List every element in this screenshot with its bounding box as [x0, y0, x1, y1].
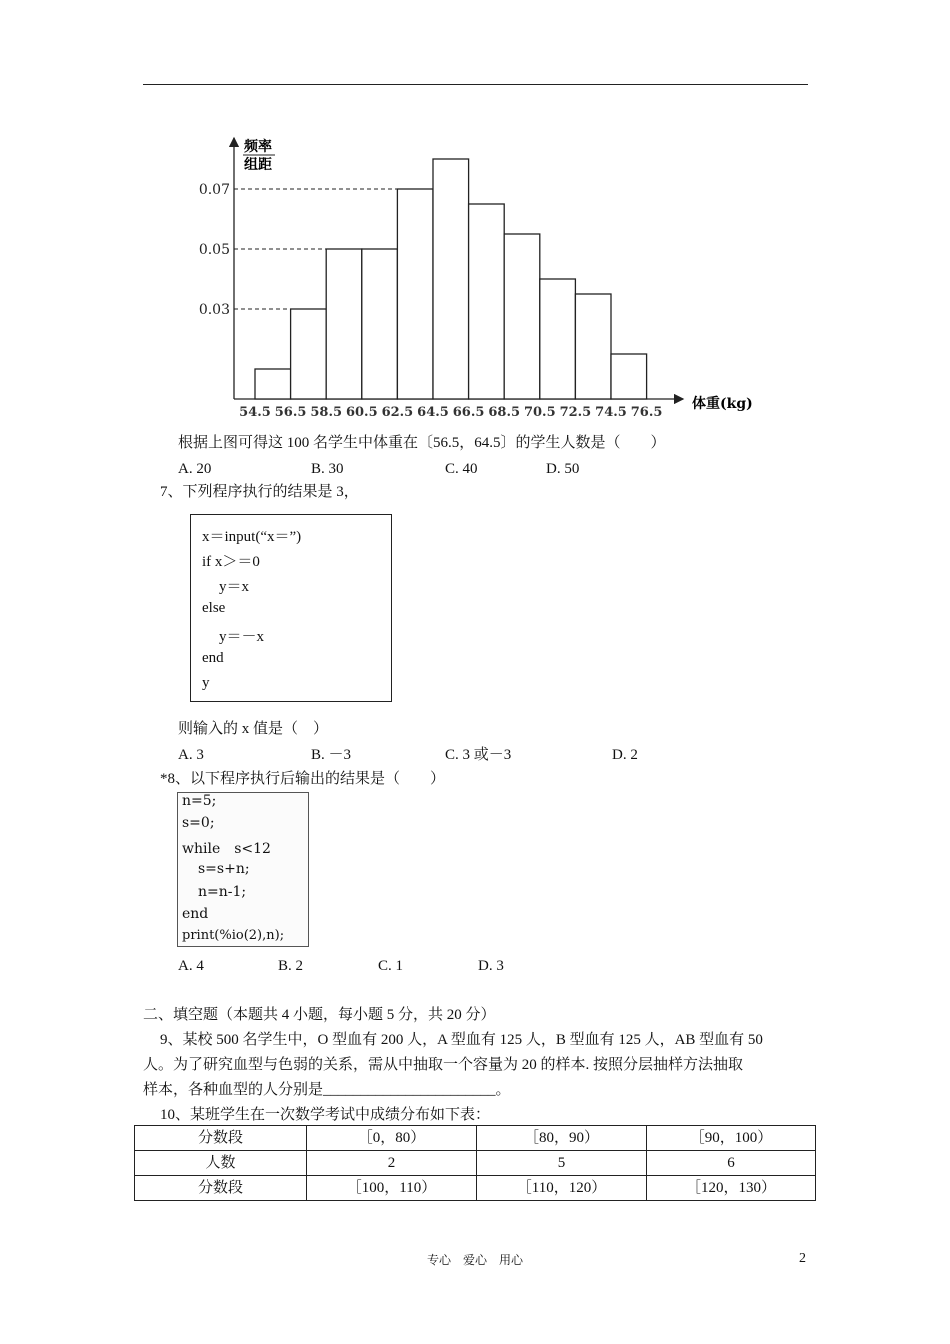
- x-tick-label: 56.5: [274, 405, 307, 420]
- table-cell: ［0，80）: [307, 1126, 477, 1151]
- q6-option-d: D. 50: [546, 461, 580, 477]
- q6-stem: 根据上图可得这 100 名学生中体重在〔56.5，64.5〕的学生人数是（ ）: [178, 435, 666, 451]
- x-tick-label: 58.5: [310, 405, 343, 420]
- y-tick-label: 0.05: [198, 242, 230, 258]
- q8-code-line: n=n-1;: [198, 884, 247, 900]
- x-tick-label: 68.5: [488, 405, 521, 420]
- q7-code-line: if x＞＝0: [202, 554, 260, 570]
- x-tick-label: 70.5: [523, 405, 556, 420]
- q8-code-line: while s<12: [182, 841, 271, 857]
- q7-code-line: y: [202, 675, 210, 691]
- histogram-bar: [540, 279, 576, 399]
- q9-line-3-text: 样本，各种血型的人分别是: [143, 1082, 324, 1098]
- y-tick-label: 0.03: [198, 302, 230, 318]
- table-cell: 2: [307, 1151, 477, 1176]
- q8-option-d: D. 3: [478, 958, 504, 974]
- q7-code-box: [190, 514, 392, 702]
- q10-stem: 10、某班学生在一次数学考试中成绩分布如下表：: [160, 1107, 491, 1123]
- q7-option-a: A. 3: [178, 747, 204, 763]
- q7-option-d: D. 2: [612, 747, 638, 763]
- y-axis-label-bottom: 组距: [244, 157, 272, 173]
- q8-code-line: s=0;: [182, 815, 215, 831]
- table-row: [135, 1176, 816, 1201]
- histogram-bar: [255, 369, 291, 399]
- y-tick-label: 0.07: [198, 182, 230, 198]
- q6-option-b: B. 30: [311, 461, 344, 477]
- table-cell: 分数段: [135, 1126, 307, 1151]
- q8-code-line: s=s+n;: [198, 861, 250, 877]
- page-number: 2: [799, 1251, 806, 1266]
- table-cell: 5: [477, 1151, 647, 1176]
- header-rule: [143, 84, 808, 85]
- q7-stem: 7、下列程序执行的结果是 3，: [160, 484, 359, 500]
- q8-code-box: [177, 792, 309, 947]
- x-tick-label: 64.5: [417, 405, 449, 420]
- x-axis-label: 体重(kg): [692, 396, 753, 412]
- histogram-bar: [397, 189, 433, 399]
- histogram-bar: [575, 294, 611, 399]
- histogram-bar: [326, 249, 362, 399]
- table-cell: ［80，90）: [477, 1126, 647, 1151]
- table-cell: ［100，110）: [307, 1176, 477, 1201]
- q8-option-b: B. 2: [278, 958, 304, 974]
- q8-code-line: n=5;: [182, 793, 217, 809]
- table-cell: 分数段: [135, 1176, 307, 1201]
- q7-code-line: y＝x: [219, 579, 250, 595]
- q8-code-line: end: [182, 906, 209, 922]
- q7-code-line: else: [202, 600, 226, 616]
- weight-histogram: [180, 126, 780, 426]
- table-row: [135, 1126, 816, 1151]
- q9-line-2: 人。为了研究血型与色弱的关系，需从中抽取一个容量为 20 的样本. 按照分层抽样方法抽取: [143, 1057, 744, 1073]
- table-row: [135, 1151, 816, 1176]
- x-tick-label: 62.5: [381, 405, 414, 420]
- table-cell: ［120，130）: [647, 1176, 816, 1201]
- q7-code-line: x＝input(“x＝”): [202, 529, 302, 545]
- q8-stem: *8、以下程序执行后输出的结果是（ ）: [160, 771, 446, 787]
- histogram-bar: [469, 204, 505, 399]
- histogram-bar: [362, 249, 398, 399]
- x-tick-label: 72.5: [559, 405, 592, 420]
- histogram-bar: [504, 234, 540, 399]
- q9-line-1: 9、某校 500 名学生中，O 型血有 200 人，A 型血有 125 人，B 型血有 125 人，AB 型血有 50: [160, 1032, 763, 1048]
- histogram-bar: [291, 309, 327, 399]
- table-cell: ［90，100）: [647, 1126, 816, 1151]
- table-cell: ［110，120）: [477, 1176, 647, 1201]
- histogram-bar: [611, 354, 647, 399]
- histogram-bar: [433, 159, 469, 399]
- x-tick-label: 74.5: [595, 405, 627, 420]
- q6-option-a: A. 20: [178, 461, 212, 477]
- q7-code-line: y＝－x: [219, 629, 265, 645]
- table-cell: 6: [647, 1151, 816, 1176]
- q9-line-3: [143, 1080, 511, 1100]
- q8-code-line: print(%io(2),n);: [182, 928, 285, 943]
- table-cell: 人数: [135, 1151, 307, 1176]
- x-tick-label: 60.5: [345, 405, 378, 420]
- q9-line-3-end: 。: [495, 1082, 511, 1098]
- q7-question: 则输入的 x 值是（ ）: [178, 721, 329, 737]
- q8-option-c: C. 1: [378, 958, 404, 974]
- q7-code-line: end: [202, 650, 224, 666]
- y-axis-label-top: 频率: [244, 139, 272, 155]
- x-tick-label: 66.5: [452, 405, 485, 420]
- section-heading: 二、填空题（本题共 4 小题，每小题 5 分，共 20 分）: [143, 1007, 496, 1023]
- x-tick-label: 54.5: [239, 405, 271, 420]
- q9-answer-blank: _______________________: [323, 1082, 496, 1098]
- q7-option-c: C. 3 或－3: [445, 747, 512, 763]
- q8-option-a: A. 4: [178, 958, 204, 974]
- q7-option-b: B. －3: [311, 747, 352, 763]
- x-tick-label: 76.5: [630, 405, 663, 420]
- footer-text: 专心 爱心 用心: [426, 1253, 523, 1267]
- score-distribution-table: [134, 1125, 816, 1201]
- q6-option-c: C. 40: [445, 461, 478, 477]
